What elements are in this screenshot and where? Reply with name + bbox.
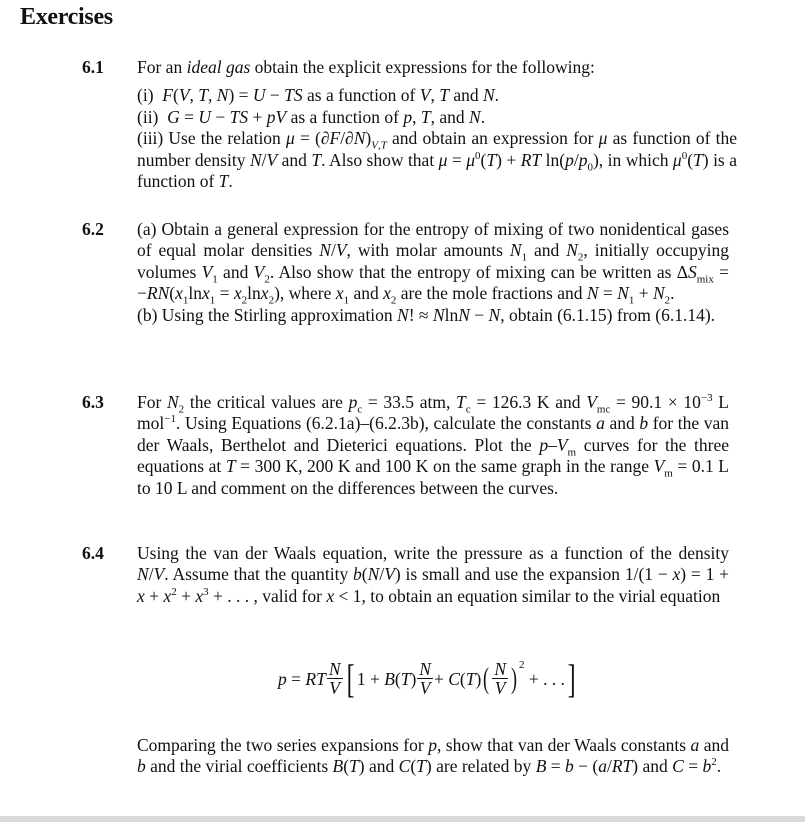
exercise-6-2-part-a: (a) Obtain a general expression for the entropy of mixing of two nonidentical gases of equal molar densities N/V, with molar amounts $N_1$ and $N_2$, initially occupying volumes $V_1$ and $V_2$. Also show that the entropy of mixing can be written as $\Delta S_{mix} = -RN(x_1\ln x_1 = x_2\ln x_2)$, where $x_1$ and $x_2$ are the mole fractions and $N = N_1 + N_2$. [137,219,729,307]
page-bottom-bar [0,816,805,822]
exercise-6-1-intro: For an ideal gas obtain the explicit expressions for the following: [137,57,595,77]
exercise-number-6-4: 6.4 [82,543,104,563]
exercise-number-6-1: 6.1 [82,57,104,77]
exercise-6-1 [137,57,737,192]
exercise-6-1-part-iii: (iii) Use the relation $\mu = (\partial F/\partial N)_{V,T}$ and obtain an expression for μ as function of the number density N/V and T. Also show that $\mu = \mu^0(T)$ + RT $\ln(p/p_0)$, in which $\mu^0(T)$ is a function of T. [137,128,737,192]
exercise-6-4-text: Using the van der Waals equation, write the pressure as a function of the density N/V. Assume that the quantity b(N/V) is small and use the expansion $1/(1 - x) = 1 + x + x^2 + x^3$ + . . . , valid for x < 1, to obtain an equation similar to the virial equation [137,543,729,606]
exercise-6-2 [137,219,729,326]
virial-equation: p = RT $\frac{N}{V}$ [ 1 + B(T) $\frac{N}{V}$ + C(T) ( $\frac{N}{V}$ ) 2 + . . . ] [278,656,576,701]
exercise-6-1-part-i: (i) F(V, T, N) = U − TS as a function of V, T and N. [137,85,500,106]
exercise-6-3 [137,392,729,499]
exercise-6-4 [137,543,729,607]
exercise-6-3-text: For $N_2$ the critical values are $p_c = 33.5$ atm, $T_c = 126.3$ K and $V_{mc} = 90.1 \times 10^{-3}$ L mol$^{-1}$. Using Equations (6.2.1a)–(6.2.3b), calculate the constants a and b for the van der Waals, Berthelot and Dieterici equations. Plot the $p-V_m$ curves for the three equations at T = 300 K, 200 K and 100 K on the same graph in the range $V_m = 0.1$ L to 10 L and comment on the differences between the curves. [137,392,729,498]
section-heading: Exercises [20,4,113,30]
exercise-6-2-part-b: (b) Using the Stirling approximation N! ≈ NlnN − N, obtain (6.1.15) from (6.1.14). [137,304,716,325]
exercise-6-1-part-ii: (ii) G = U − TS + pV as a function of p, T, and N. [137,106,486,127]
exercise-number-6-3: 6.3 [82,392,104,412]
exercise-number-6-2: 6.2 [82,219,104,239]
exercise-6-4-conclusion: Comparing the two series expansions for p, show that van der Waals constants a and b and the virial coefficients B(T) and C(T) are related by B = b − (a/RT) and $C = b^2$. [137,735,729,777]
